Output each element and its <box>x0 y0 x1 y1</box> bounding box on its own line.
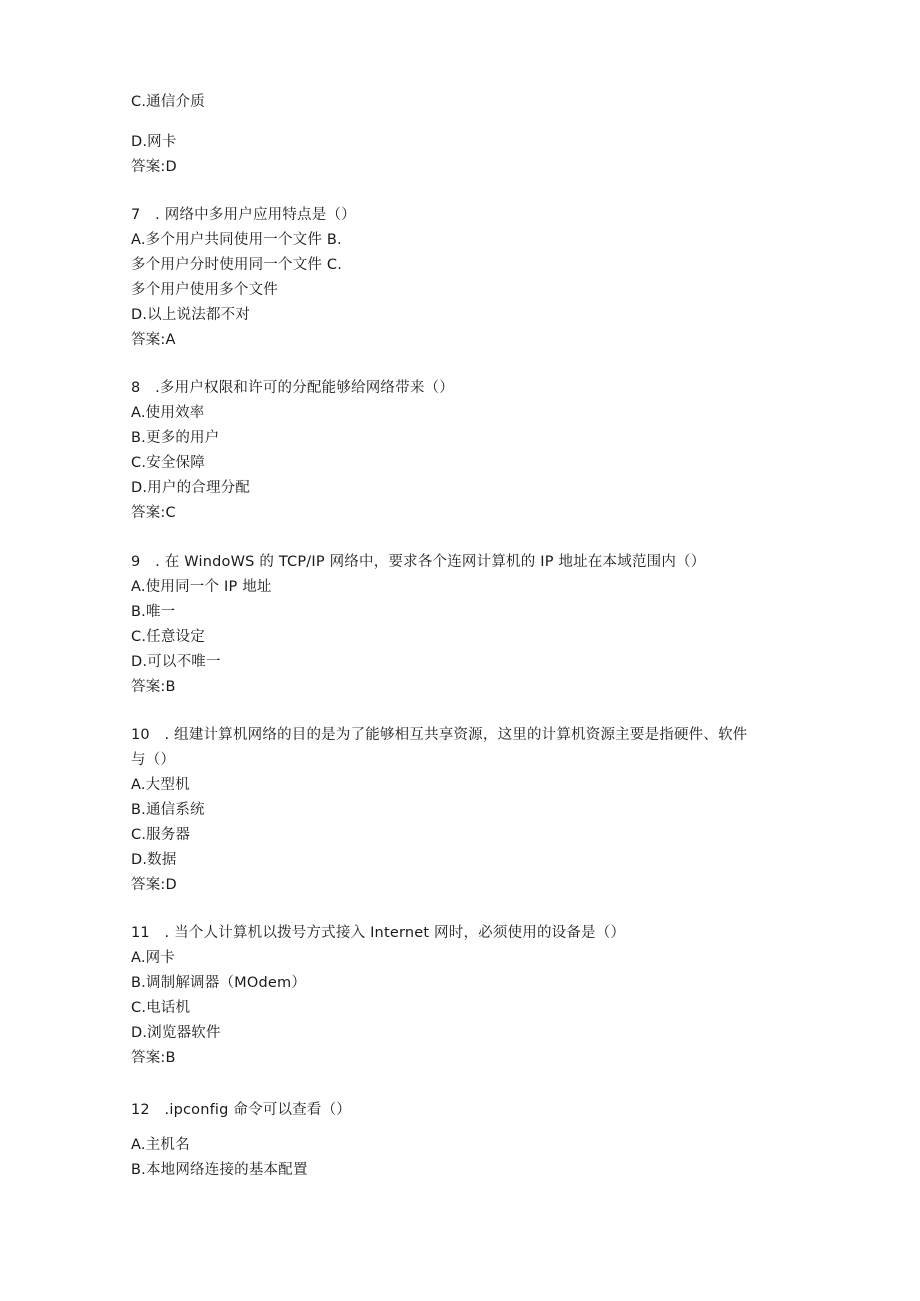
option-d-q10: D.数据 <box>131 852 177 868</box>
option-b-q11: B.调制解调器（MOdem） <box>131 975 307 991</box>
option-b-q9: B.唯一 <box>131 604 176 620</box>
question-9: 9 . 在 WindoWS 的 TCP/IP 网络中，要求各个连网计算机的 IP 地址在本域范围内（） <box>131 554 706 570</box>
answer-q8: 答案:C <box>131 505 176 521</box>
option-a-q11: A.网卡 <box>131 950 176 966</box>
option-d-q8: D.用户的合理分配 <box>131 480 251 496</box>
option-a-q9: A.使用同一个 IP 地址 <box>131 579 272 595</box>
option-d-q11: D.浏览器软件 <box>131 1025 221 1041</box>
answer-q9: 答案:B <box>131 679 176 695</box>
option-a-q10: A.大型机 <box>131 777 190 793</box>
option-c-q6: C.通信介质 <box>131 94 205 110</box>
option-c-q11: C.电话机 <box>131 1000 191 1016</box>
option-c-q7: 多个用户使用多个文件 <box>131 282 278 298</box>
question-12: 12 .ipconfig 命令可以查看（） <box>131 1102 351 1118</box>
question-8: 8 .多用户权限和许可的分配能够给网络带来（） <box>131 380 454 396</box>
option-a-q7: A.多个用户共同使用一个文件 B. <box>131 232 342 248</box>
option-d-q6: D.网卡 <box>131 134 177 150</box>
option-b-q8: B.更多的用户 <box>131 430 220 446</box>
option-a-q12: A.主机名 <box>131 1137 190 1153</box>
question-10-cont: 与（） <box>131 752 176 768</box>
question-10: 10 . 组建计算机网络的目的是为了能够相互共享资源，这里的计算机资源主要是指硬件、软件 <box>131 727 748 743</box>
answer-q6: 答案:D <box>131 159 177 175</box>
answer-q11: 答案:B <box>131 1050 176 1066</box>
question-7: 7 . 网络中多用户应用特点是（） <box>131 207 356 223</box>
option-c-q10: C.服务器 <box>131 827 191 843</box>
option-c-q8: C.安全保障 <box>131 455 205 471</box>
option-c-q9: C.任意设定 <box>131 629 205 645</box>
option-b-q10: B.通信系统 <box>131 802 205 818</box>
option-d-q9: D.可以不唯一 <box>131 654 221 670</box>
option-d-q7: D.以上说法都不对 <box>131 307 251 323</box>
answer-q7: 答案:A <box>131 332 176 348</box>
answer-q10: 答案:D <box>131 877 177 893</box>
question-11: 11 . 当个人计算机以拨号方式接入 Internet 网时，必须使用的设备是（） <box>131 925 626 941</box>
option-b-q12: B.本地网络连接的基本配置 <box>131 1162 308 1178</box>
option-b-q7: 多个用户分时使用同一个文件 C. <box>131 257 343 273</box>
option-a-q8: A.使用效率 <box>131 405 205 421</box>
